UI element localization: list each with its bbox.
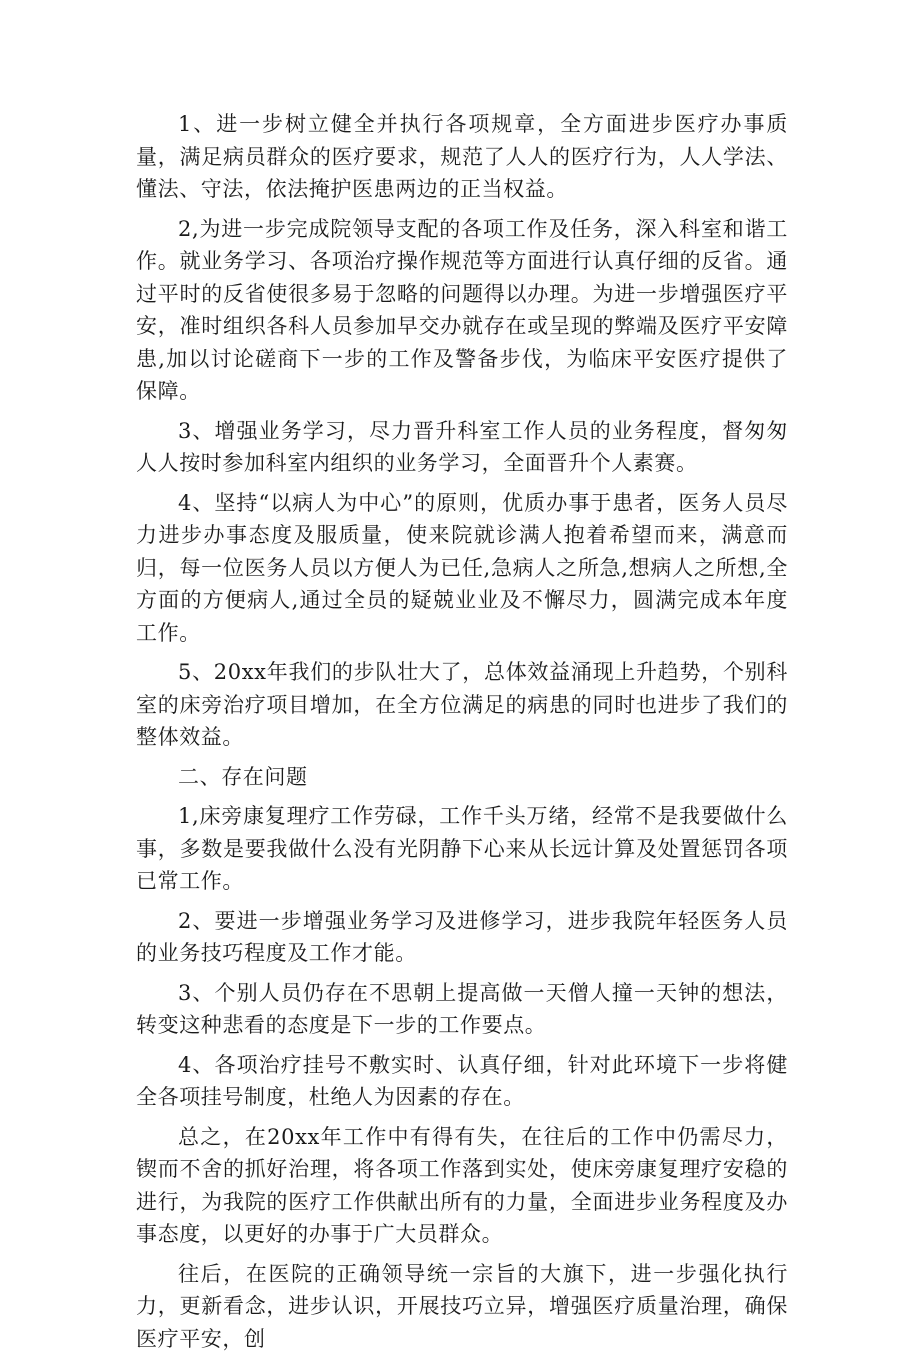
document-body [136, 108, 788, 1362]
paragraph-7: 2、要进一步增强业务学习及进修学习，进步我院年轻医务人员的业务技巧程度及工作才能。 [136, 908, 788, 965]
paragraph-1: 1、进一步树立健全并执行各项规章，全方面进步医疗办事质量，满足病员群众的医疗要求，规范了人人的医疗行为，人人学法、懂法、守法，依法掩护医患两边的正当权益。 [136, 112, 788, 201]
paragraph-11: 往后，在医院的正确领导统一宗旨的大旗下，进一步强化执行力，更新看念，进步认识，开展技巧立异，增强医疗质量治理，确保医疗平安，创 [136, 1261, 788, 1351]
paragraph-2: 2,为进一步完成院领导支配的各项工作及任务，深入科室和谐工作。就业务学习、各项治疗操作规范等方面进行认真仔细的反省。通过平时的反省使很多易于忽略的问题得以办理。为进一步增强医疗平安，准时组织各科人员参加早交办就存在或呈现的弊端及医疗平安障患,加以讨论磋商下一步的工作及警备步伐，为临床平安医疗提供了保障。 [136, 216, 788, 403]
paragraph-9: 4、各项治疗挂号不敷实时、认真仔细，针对此环境下一步将健全各项挂号制度，杜绝人为因素的存在。 [136, 1052, 788, 1109]
section-heading-problems: 二、存在问题 [178, 764, 308, 789]
paragraph-8: 3、个别人员仍存在不思朝上提高做一天僧人撞一天钟的想法，转变这种悲看的态度是下一步的工作要点。 [136, 980, 788, 1037]
paragraph-4: 4、坚持“以病人为中心”的原则，优质办事于患者，医务人员尽力进步办事态度及服质量，使来院就诊满人抱着希望而来，满意而归，每一位医务人员以方便人为已任,急病人之所急,想病人之所想,全方面的方便病人,通过全员的疑兢业业及不懈尽力，圆满完成本年度工作。 [136, 490, 788, 645]
paragraph-3: 3、增强业务学习，尽力晋升科室工作人员的业务程度，督匆匆人人按时参加科室内组织的业务学习，全面晋升个人素赛。 [136, 418, 788, 475]
paragraph-6: 1,床旁康复理疗工作劳碌，工作千头万绪，经常不是我要做什么事，多数是要我做什么没有光阴静下心来从长远计算及处置惩罚各项已常工作。 [136, 804, 788, 893]
paragraph-10: 总之，在20xx年工作中有得有失，在往后的工作中仍需尽力，锲而不舍的抓好治理，将各项工作落到实处，使床旁康复理疗安稳的进行，为我院的医疗工作供献出所有的力量，全面进步业务程度及办事态度，以更好的办事于广大员群众。 [136, 1124, 788, 1246]
paragraph-5: 5、20xx年我们的步队壮大了，总体效益涌现上升趋势，个别科室的床旁治疗项目增加，在全方位满足的病患的同时也进步了我们的整体效益。 [136, 660, 788, 749]
